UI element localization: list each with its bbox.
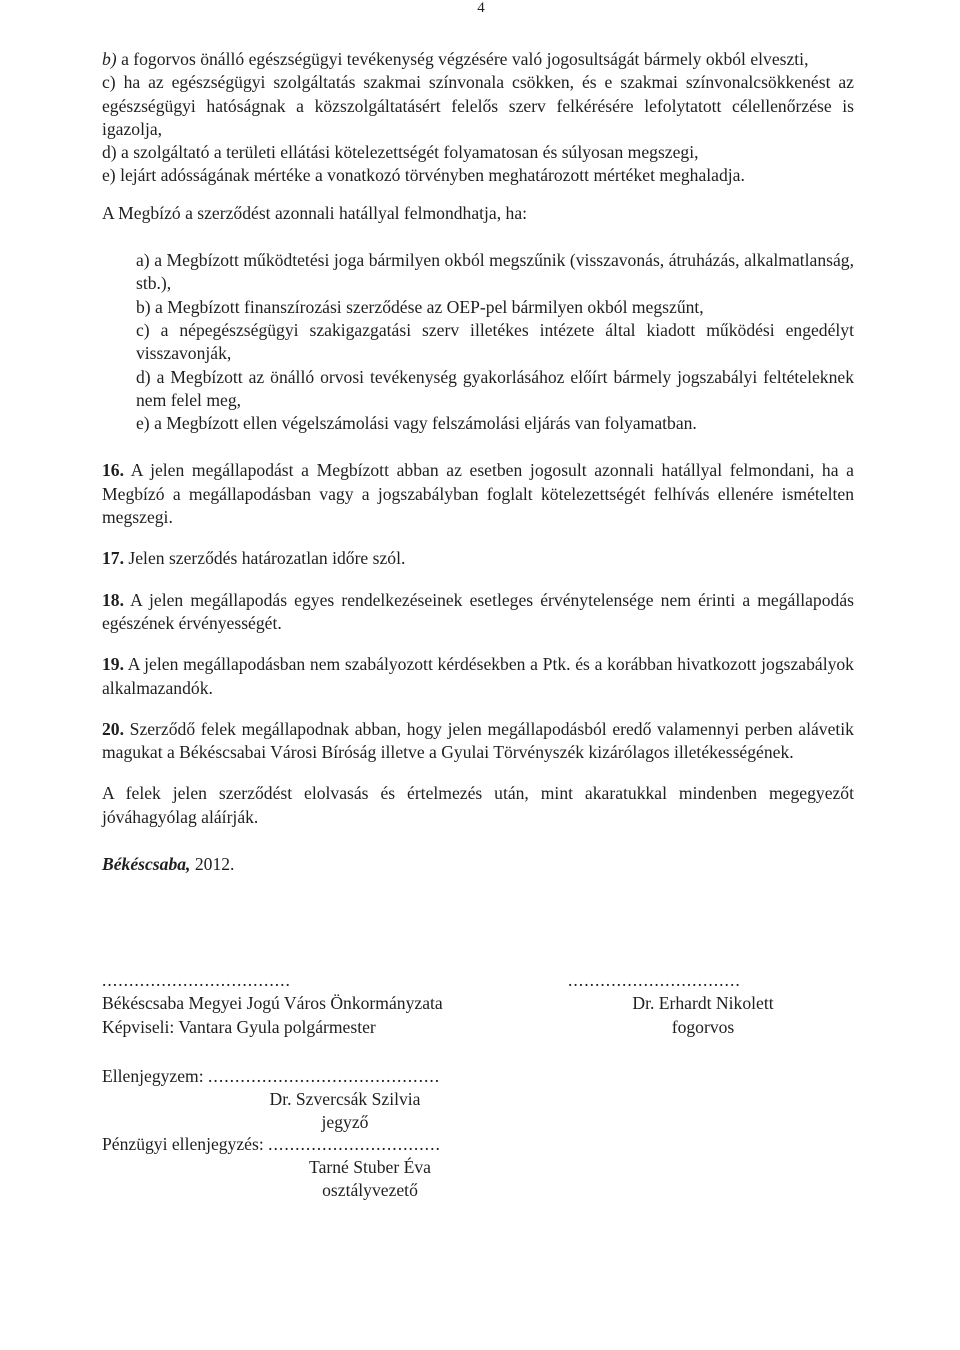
section-20-number: 20.: [102, 718, 124, 739]
list-item-d: d) a szolgáltató a területi ellátási kötelezettségét folyamatosan és súlyosan megszegi,: [102, 142, 699, 163]
signatory-right-title: fogorvos: [671, 1016, 735, 1037]
countersign-person: [230, 1088, 460, 1135]
countersign-title: jegyző: [321, 1112, 369, 1133]
place: Békéscsaba,: [102, 854, 191, 875]
financial-label: Pénzügyi ellenjegyzés:: [102, 1134, 264, 1154]
signature-right: [568, 969, 838, 1039]
financial-block: [102, 1133, 441, 1156]
list-item-b: [102, 48, 854, 71]
section-18-number: 18.: [102, 589, 124, 610]
signature-line-left: ...................................: [102, 970, 291, 990]
section-16: [102, 459, 854, 529]
section-19-number: 19.: [102, 654, 124, 675]
closing-statement: A felek jelen szerződést elolvasás és értelmezés után, mint akaratukkal mindenben megegyezőt jóváhagyólag aláírják.: [102, 783, 854, 827]
signature-line-right: ................................: [568, 970, 741, 990]
list-item-c: c) ha az egészségügyi szolgáltatás szakmai színvonala csökken, és e szakmai színvonalcsökkenést az egészségügyi hatóságnak a közszolgáltatásért felelős szerv felkérésére lefolytatott célellenőrzése is igazolja,: [102, 72, 854, 139]
signature-left: [102, 969, 443, 1039]
megbizo-item-e: e) a Megbízott ellen végelszámolási vagy felszámolási eljárás van folyamatban.: [136, 413, 697, 434]
financial-title: osztályvezető: [322, 1180, 418, 1201]
signatory-left-org: Békéscsaba Megyei Jogú Város Önkormányzata: [102, 993, 443, 1014]
section-17-number: 17.: [102, 548, 124, 569]
financial-row: [102, 1133, 441, 1156]
list-item-e: e) lejárt adósságának mértéke a vonatkozó törvényben meghatározott mértéket meghaladja.: [102, 165, 745, 186]
signatory-left-rep: Képviseli: Vantara Gyula polgármester: [102, 1016, 376, 1037]
list-item-b-prefix: b): [102, 49, 117, 69]
megbizo-item-a: a) a Megbízott működtetési joga bármilyen okból megszűnik (visszavonás, átruházás, alkalmatlanság, stb.),: [136, 250, 854, 294]
section-20: [102, 718, 854, 765]
signatory-right-name: Dr. Erhardt Nikolett: [632, 993, 774, 1014]
financial-name: Tarné Stuber Éva: [309, 1157, 431, 1177]
financial-person: [260, 1156, 480, 1203]
section-17-text: Jelen szerződés határozatlan időre szól.: [128, 548, 406, 569]
list-item-b-text: a fogorvos önálló egészségügyi tevékenység végzésére való jogosultságát bármely okból elveszti,: [121, 49, 809, 69]
place-date: [102, 853, 854, 876]
financial-line: ................................: [268, 1134, 441, 1154]
section-18: [102, 589, 854, 636]
countersign-label: Ellenjegyzem:: [102, 1066, 204, 1086]
section-18-text: A jelen megállapodás egyes rendelkezéseinek esetleges érvénytelensége nem érinti a megállapodás egészének érvényességét.: [102, 589, 854, 633]
megbizo-list: [102, 249, 854, 435]
countersign-name: Dr. Szvercsák Szilvia: [269, 1089, 421, 1109]
date: 2012.: [194, 854, 235, 875]
section-17: [102, 547, 854, 570]
countersign-row: [102, 1065, 440, 1088]
countersign-block: [102, 1065, 440, 1088]
section-19-text: A jelen megállapodásban nem szabályozott kérdésekben a Ptk. és a korábban hivatkozott jogszabályok alkalmazandók.: [102, 654, 854, 698]
section-20-text: Szerződő felek megállapodnak abban, hogy jelen megállapodásból eredő valamennyi perben alávetik magukat a Békéscsabai Városi Bíróság illetve a Gyulai Törvényszék kizárólagos illetékességének.: [102, 718, 854, 763]
countersign-line: ...........................................: [208, 1066, 441, 1086]
megbizo-item-b: b) a Megbízott finanszírozási szerződése az OEP-pel bármilyen okból megszűnt,: [136, 296, 704, 317]
page-number: 4: [477, 0, 485, 16]
section-16-number: 16.: [102, 460, 124, 481]
megbizo-intro: A Megbízó a szerződést azonnali hatállyal felmondhatja, ha:: [102, 202, 528, 223]
section-19: [102, 653, 854, 700]
document-body: [102, 48, 854, 876]
megbizo-item-d: d) a Megbízott az önálló orvosi tevékenység gyakorlásához előírt bármely jogszabályi feltételeknek nem felel meg,: [136, 366, 854, 410]
megbizo-item-c: c) a népegészségügyi szakigazgatási szerv illetékes intézete által kiadott működési engedélyt visszavonják,: [136, 319, 854, 364]
section-16-text: A jelen megállapodást a Megbízott abban az esetben jogosult azonnali hatállyal felmondani, ha a Megbízó a megállapodásban vagy a jogszabályban foglalt kötelezettségét felhívás ellenére ismételten megszegi.: [102, 460, 854, 528]
